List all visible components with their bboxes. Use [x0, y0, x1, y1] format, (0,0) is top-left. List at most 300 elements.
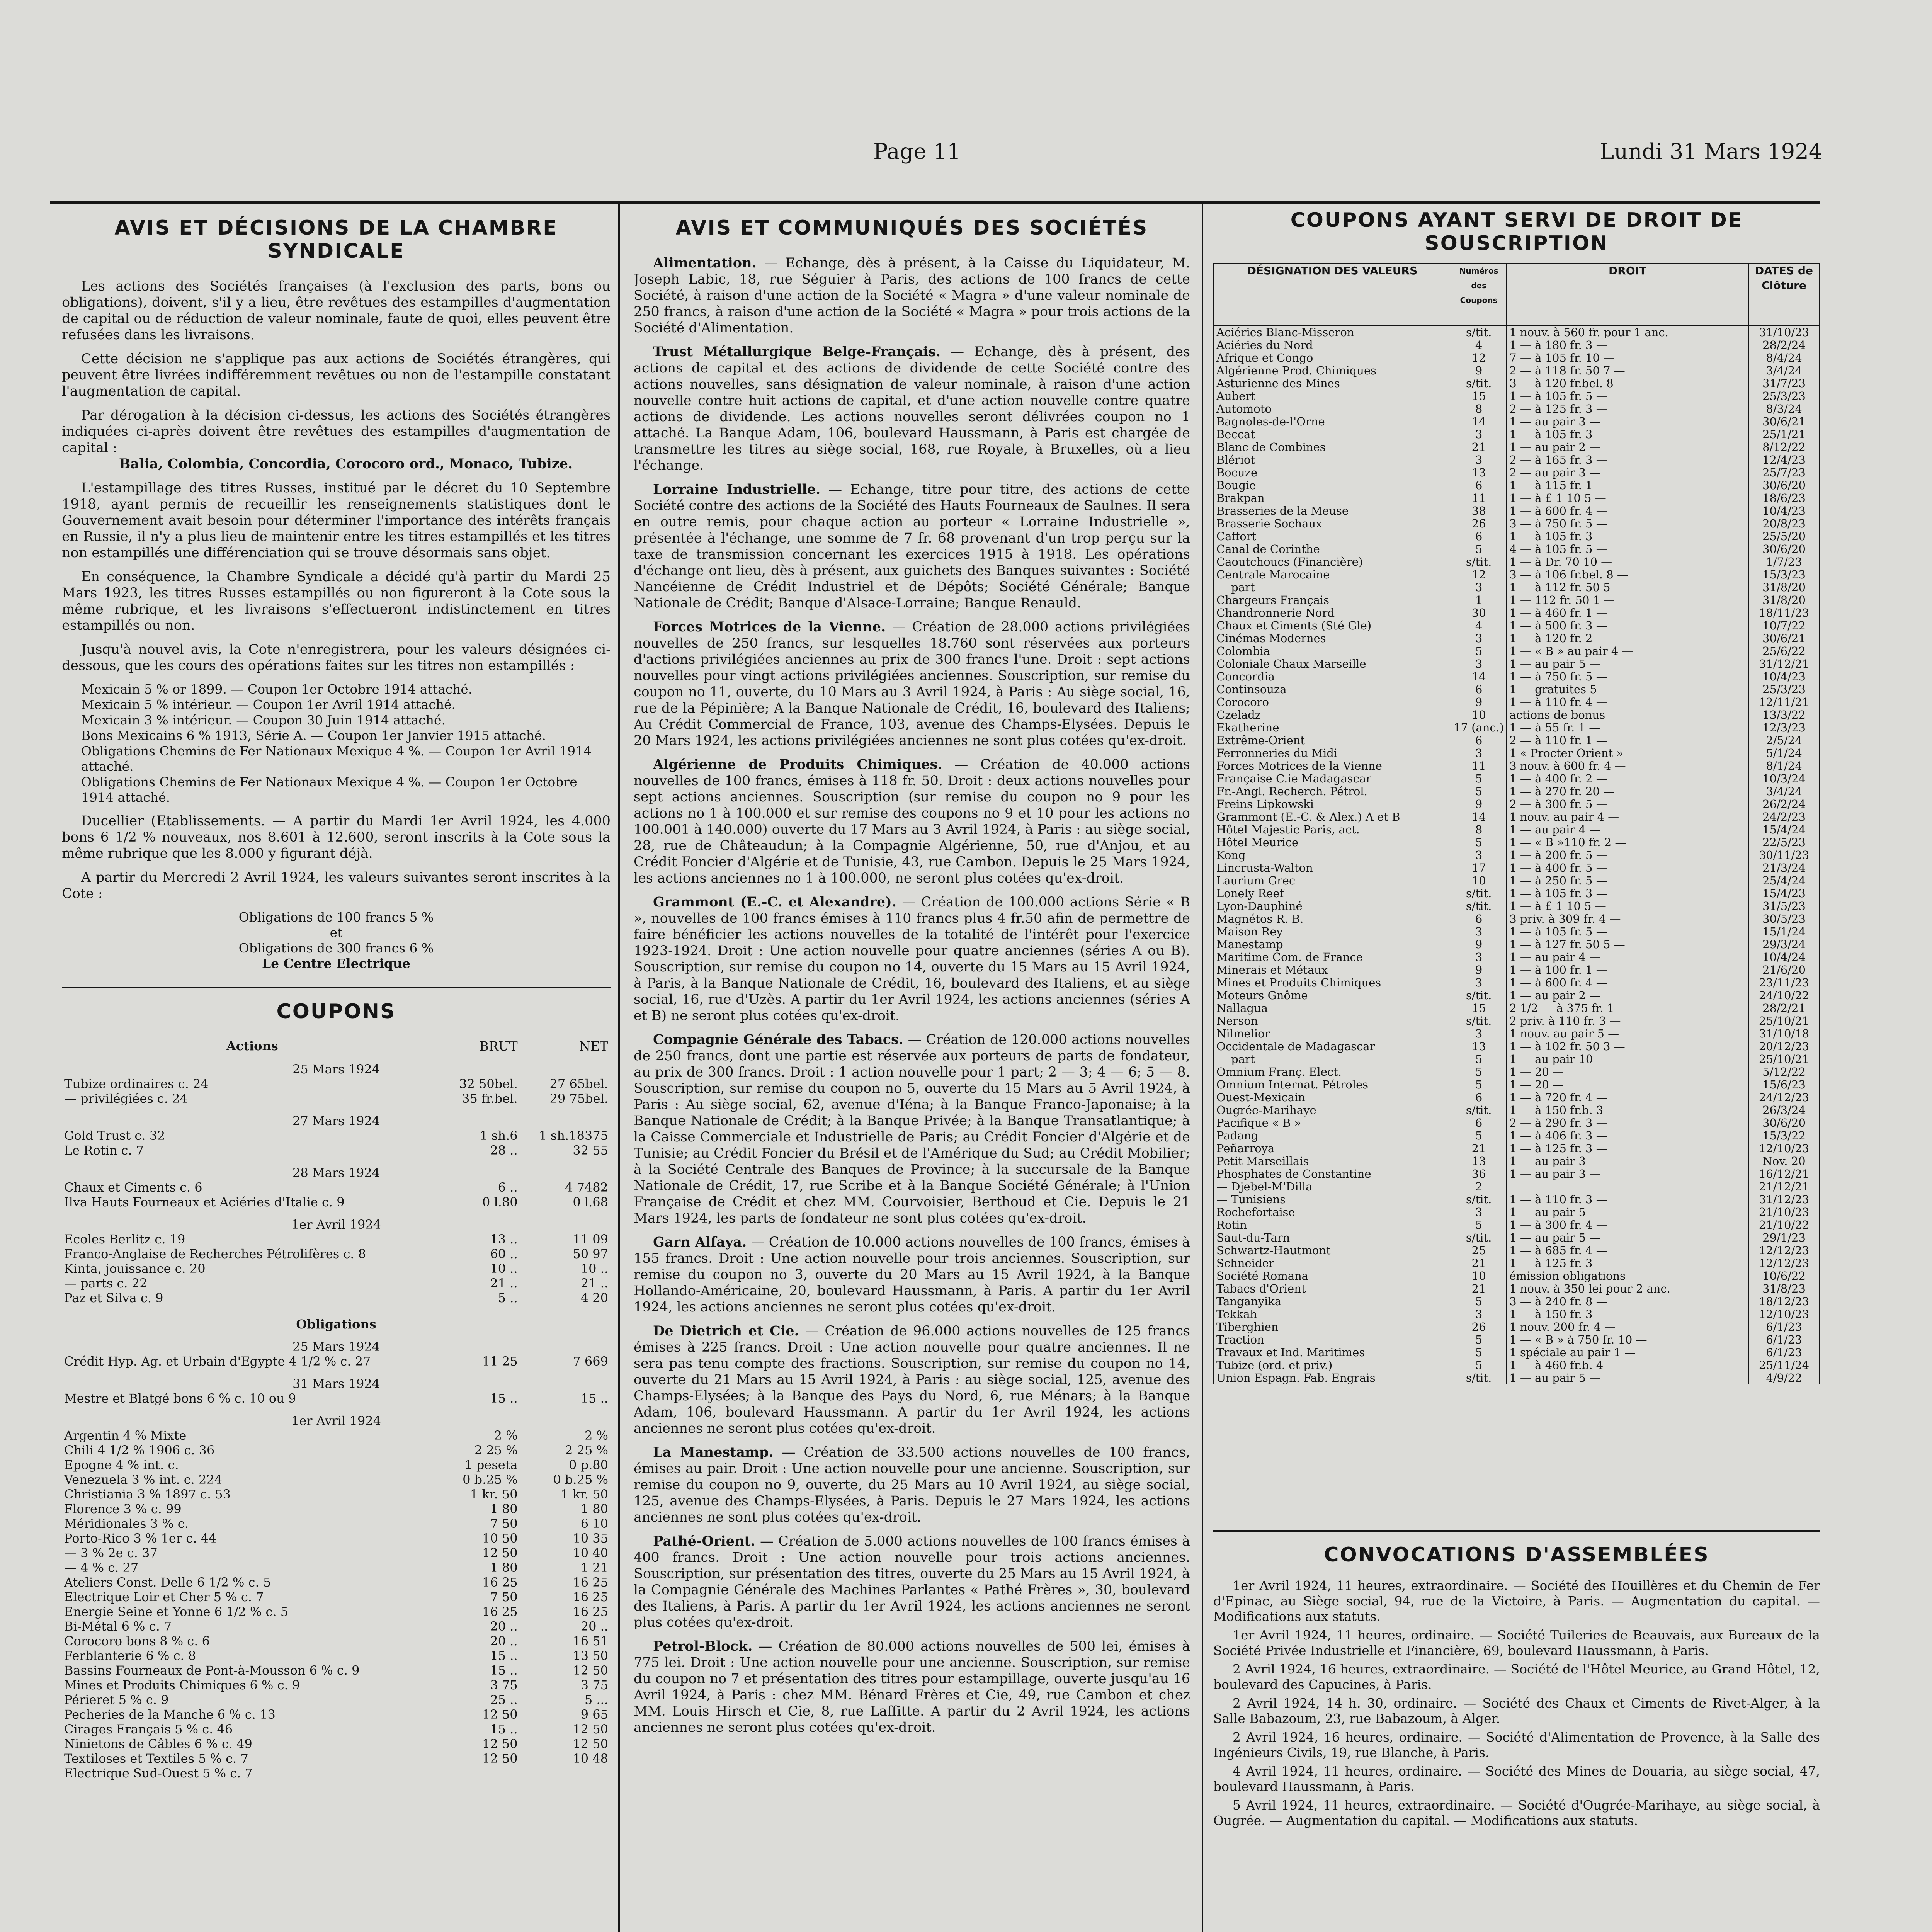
table-cell: 1 — à 300 fr. 4 — — [1507, 1219, 1748, 1231]
table-cell: 1 — [1451, 594, 1507, 607]
table-cell: s/tit. — [1451, 1193, 1507, 1206]
avis-company: Compagnie Générale des Tabacs. — [653, 1032, 903, 1048]
avis-item — [634, 1234, 1190, 1315]
avis-title: AVIS ET COMMUNIQUÉS DES SOCIÉTÉS — [675, 216, 1148, 240]
table-row — [1214, 849, 1820, 862]
table-cell: 24/2/23 — [1748, 811, 1820, 823]
table-cell: 15/3/22 — [1748, 1129, 1820, 1142]
list-item: Mexicain 5 % intérieur. — Coupon 1er Avril 1914 attaché. — [81, 697, 456, 712]
table-cell: Lincrusta-Walton — [1214, 862, 1451, 874]
table-cell: Hôtel Majestic Paris, act. — [1214, 823, 1451, 836]
souscr-title: COUPONS AYANT SERVI DE DROIT DE SOUSCRIPTION — [1290, 209, 1743, 255]
table-cell: 21/10/22 — [1748, 1219, 1820, 1231]
top-rule — [50, 201, 1820, 204]
table-cell: 25 — [1451, 1244, 1507, 1257]
table-cell: 38 — [1451, 505, 1507, 517]
avis-item — [634, 757, 1190, 886]
avis-text: — Création de 33.500 actions nouvelles de 100 francs, émises au pair. Droit : Une action nouvelle pour une ancienne. Souscription, sur remise du coupon no 9, ouverte, du 25 Mars au 10 Avril 1924, au siège social, 125, avenue des Champs-Elysées, à Paris. Depuis le 27 Mars 1924, les actions anciennes ne sont plus cotées qu'ex-droit. — [634, 1445, 1190, 1525]
table-row — [1214, 1066, 1820, 1078]
table-row — [62, 1678, 611, 1692]
table-cell: 13/3/22 — [1748, 709, 1820, 721]
table-cell: Ouest-Mexicain — [1214, 1091, 1451, 1104]
table-row — [62, 1634, 611, 1648]
table-row — [1214, 1219, 1820, 1231]
table-cell: 10 — [1451, 709, 1507, 721]
table-cell: 1 — à 685 fr. 4 — — [1507, 1244, 1748, 1257]
table-cell: 13 50 — [573, 1648, 608, 1663]
table-cell: Porto-Rico 3 % 1er c. 44 — [64, 1531, 217, 1546]
table-cell: 1/7/23 — [1748, 556, 1820, 568]
table-cell: Laurium Grec — [1214, 874, 1451, 887]
table-cell: 2 — à 125 fr. 3 — — [1507, 403, 1748, 415]
table-cell: 10 .. — [580, 1261, 608, 1276]
table-cell: 10/7/22 — [1748, 619, 1820, 632]
table-row — [1214, 925, 1820, 938]
table-row — [1214, 466, 1820, 479]
table-cell: 1 — « B » à 750 fr. 10 — — [1507, 1333, 1748, 1346]
table-cell: 4/9/22 — [1748, 1372, 1820, 1384]
table-cell: 13 .. — [490, 1232, 518, 1247]
table-cell: 8 — [1451, 823, 1507, 836]
table-cell: 10/4/24 — [1748, 951, 1820, 964]
table-cell: 15 .. — [490, 1391, 518, 1406]
chambre-syndicale-section — [62, 216, 611, 1928]
table-cell: 30/6/20 — [1748, 479, 1820, 492]
table-cell: s/tit. — [1451, 900, 1507, 913]
table-cell: Freins Lipkowski — [1214, 798, 1451, 811]
table-row — [1214, 658, 1820, 670]
table-row — [1214, 964, 1820, 976]
table-cell: 1 — à 400 fr. 5 — — [1507, 862, 1748, 874]
table-cell: actions de bonus — [1507, 709, 1748, 721]
section-divider — [1213, 1530, 1820, 1532]
table-row — [1214, 1002, 1820, 1015]
table-cell: Nerson — [1214, 1015, 1451, 1027]
table-cell: 1 — à 150 fr.b. 3 — — [1507, 1104, 1748, 1117]
chambre-title: AVIS ET DÉCISIONS DE LA CHAMBRE SYNDICALE — [114, 216, 558, 263]
table-cell: 12 50 — [573, 1736, 608, 1751]
table-cell: 1 sh.18375 — [539, 1128, 608, 1143]
table-cell: Ilva Hauts Fourneaux et Aciéries d'Italie c. 9 — [64, 1195, 345, 1209]
list-item: Mexicain 5 % or 1899. — Coupon 1er Octobre 1914 attaché. — [81, 682, 473, 697]
table-cell: 4 — [1451, 339, 1507, 352]
table-row — [1214, 568, 1820, 581]
table-cell: Magnétos R. B. — [1214, 913, 1451, 925]
avis-company: Petrol-Block. — [653, 1638, 753, 1654]
table-row — [1214, 1129, 1820, 1142]
table-cell: 2 % — [494, 1428, 518, 1443]
table-cell: 2 — [1451, 1180, 1507, 1193]
table-row — [62, 1722, 611, 1736]
table-cell: 24/10/22 — [1748, 989, 1820, 1002]
table-cell: s/tit. — [1451, 1231, 1507, 1244]
convocations-list — [1213, 1578, 1820, 1828]
avis-item — [634, 1032, 1190, 1226]
table-cell: Chaux et Ciments c. 6 — [64, 1180, 202, 1195]
table-cell: 26/3/24 — [1748, 1104, 1820, 1117]
table-cell: Peñarroya — [1214, 1142, 1451, 1155]
table-cell: Union Espagn. Fab. Engrais — [1214, 1372, 1451, 1384]
date-row — [62, 1369, 611, 1391]
table-cell: 1 — à 110 fr. 4 — — [1507, 696, 1748, 709]
table-cell: s/tit. — [1451, 556, 1507, 568]
table-row — [62, 1391, 611, 1406]
table-cell: 6 .. — [498, 1180, 518, 1195]
table-cell: Ateliers Const. Delle 6 1/2 % c. 5 — [64, 1575, 271, 1590]
table-cell: Chargeurs Français — [1214, 594, 1451, 607]
table-row — [1214, 772, 1820, 785]
list-item: Obligations Chemins de Fer Nationaux Mexique 4 %. — Coupon 1er Octobre 1914 attaché. — [81, 774, 577, 805]
table-cell: Grammont (E.-C. & Alex.) A et B — [1214, 811, 1451, 823]
table-cell: 11 — [1451, 760, 1507, 772]
table-cell: Saut-du-Tarn — [1214, 1231, 1451, 1244]
table-row — [1214, 1206, 1820, 1219]
list-item: Obligations de 300 francs 6 % — [238, 940, 434, 956]
table-row — [62, 1247, 611, 1261]
table-cell: 31/8/20 — [1748, 594, 1820, 607]
table-cell: 1 — gratuites 5 — — [1507, 683, 1748, 696]
table-cell: 5 — [1451, 543, 1507, 556]
table-cell: Lonely Reef — [1214, 887, 1451, 900]
table-row — [1214, 1270, 1820, 1282]
avis-text: — Création de 5.000 actions nouvelles de 100 francs émises à 400 francs. Droit : Une action nouvelle pour trois actions anciennes. Souscription, sur présentation des titres, ouverte du 25 Mars au 15 Avril 1924, à la Compagnie Générale des Machines Parlantes « Pathé Frères », 30, boulevard des Italiens, à Paris. A partir du 1er Avril 1924, les actions anciennes ne seront plus cotées qu'ex-droit. — [634, 1534, 1190, 1630]
table-cell: — part — [1214, 581, 1451, 594]
table-cell: 15 — [1451, 1002, 1507, 1015]
table-cell: émission obligations — [1507, 1270, 1748, 1282]
table-row — [1214, 594, 1820, 607]
table-cell: 1 — à 125 fr. 3 — — [1507, 1257, 1748, 1270]
table-cell: Bougie — [1214, 479, 1451, 492]
table-cell: 3 — [1451, 632, 1507, 645]
table-cell: Continsouza — [1214, 683, 1451, 696]
table-cell: Société Romana — [1214, 1270, 1451, 1282]
table-cell: 2 25 % — [565, 1443, 608, 1458]
table-row — [1214, 556, 1820, 568]
table-cell: Occidentale de Madagascar — [1214, 1040, 1451, 1053]
table-row — [1214, 1333, 1820, 1346]
table-cell: Fr.-Angl. Recherch. Pétrol. — [1214, 785, 1451, 798]
souscr-header-designation: DÉSIGNATION DES VALEURS — [1214, 263, 1451, 326]
table-cell: 6 — [1451, 479, 1507, 492]
table-row — [62, 1736, 611, 1751]
list-item: Obligations Chemins de Fer Nationaux Mexique 4 %. — Coupon 1er Avril 1914 attaché. — [81, 743, 592, 774]
table-cell: 1 21 — [580, 1560, 608, 1575]
table-cell: 12 50 — [573, 1722, 608, 1736]
table-cell: 1 — à 180 fr. 3 — — [1507, 339, 1748, 352]
table-cell: 1 — au pair 3 — — [1507, 1168, 1748, 1180]
table-cell — [443, 1766, 520, 1781]
table-cell: 15 .. — [490, 1663, 518, 1678]
table-cell: Afrique et Congo — [1214, 352, 1451, 364]
avis-item — [634, 1323, 1190, 1437]
table-row — [1214, 1231, 1820, 1244]
table-cell: Petit Marseillais — [1214, 1155, 1451, 1168]
table-row — [1214, 1282, 1820, 1295]
table-cell: 16 25 — [573, 1604, 608, 1619]
table-cell: 15/4/24 — [1748, 823, 1820, 836]
table-row — [1214, 1091, 1820, 1104]
table-cell: 32 50bel. — [459, 1077, 518, 1091]
table-cell: 15 .. — [580, 1391, 608, 1406]
table-cell: 1 kr. 50 — [561, 1487, 608, 1502]
obligations-heading: Obligations — [296, 1317, 376, 1332]
table-cell: Chili 4 1/2 % 1906 c. 36 — [64, 1443, 215, 1458]
table-row — [62, 1619, 611, 1634]
table-cell: 4 7482 — [565, 1180, 608, 1195]
table-cell: Hôtel Meurice — [1214, 836, 1451, 849]
chambre-paragraph: En conséquence, la Chambre Syndicale a décidé qu'à partir du Mardi 25 Mars 1923, les titres Russes estampillés ou non figureront à la Cote sous la même rubrique, et les livraisons s'effectueront indistinctement en titres estampillés ou non. — [62, 569, 611, 633]
table-row — [62, 1428, 611, 1443]
table-row — [1214, 785, 1820, 798]
avis-item — [634, 255, 1190, 336]
table-cell: 21 .. — [490, 1276, 518, 1291]
table-cell: 3 — [1451, 428, 1507, 441]
table-row — [1214, 364, 1820, 377]
table-cell: s/tit. — [1451, 1015, 1507, 1027]
table-cell: 0 l.68 — [573, 1195, 608, 1209]
table-row — [1214, 1295, 1820, 1308]
table-cell: Christiania 3 % 1897 c. 53 — [64, 1487, 231, 1502]
table-cell: Schneider — [1214, 1257, 1451, 1270]
table-cell: — part — [1214, 1053, 1451, 1066]
table-row — [1214, 619, 1820, 632]
table-cell: Mines et Produits Chimiques 6 % c. 9 — [64, 1678, 300, 1692]
table-cell: s/tit. — [1451, 326, 1507, 339]
table-cell: 3/4/24 — [1748, 364, 1820, 377]
table-cell: 1 — au pair 4 — — [1507, 951, 1748, 964]
table-cell: 29 75bel. — [549, 1091, 608, 1106]
table-cell: 2/5/24 — [1748, 734, 1820, 747]
table-cell: 1 — 20 — — [1507, 1078, 1748, 1091]
table-cell: 1 — à 460 fr. 1 — — [1507, 607, 1748, 619]
table-cell: Maritime Com. de France — [1214, 951, 1451, 964]
table-cell: 1 nouv. au pair 4 — — [1507, 811, 1748, 823]
table-cell: 1 — au pair 2 — — [1507, 441, 1748, 454]
table-row — [62, 1458, 611, 1472]
table-cell: 21/3/24 — [1748, 862, 1820, 874]
table-cell: 5 — [1451, 1053, 1507, 1066]
table-cell: 32 55 — [573, 1143, 608, 1158]
table-cell: 35 fr.bel. — [462, 1091, 518, 1106]
table-cell: 25/3/23 — [1748, 683, 1820, 696]
table-row — [62, 1604, 611, 1619]
table-cell: 17 — [1451, 862, 1507, 874]
table-row — [1214, 1346, 1820, 1359]
table-cell: Asturienne des Mines — [1214, 377, 1451, 390]
net-header: NET — [579, 1039, 608, 1054]
table-cell: 1 80 — [580, 1502, 608, 1516]
table-cell: 50 97 — [573, 1247, 608, 1261]
table-row — [1214, 428, 1820, 441]
date-heading: 1er Avril 1924 — [291, 1217, 381, 1232]
table-cell: 3 — [1451, 1308, 1507, 1321]
table-cell: 27 65bel. — [549, 1077, 608, 1091]
table-row — [1214, 390, 1820, 403]
table-cell: Brasserie Sochaux — [1214, 517, 1451, 530]
avis-item — [634, 1638, 1190, 1736]
table-cell: 1 nouv. au pair 5 — — [1507, 1027, 1748, 1040]
table-row — [1214, 632, 1820, 645]
table-cell: 16 25 — [482, 1575, 518, 1590]
table-cell: Padang — [1214, 1129, 1451, 1142]
table-row — [1214, 326, 1820, 339]
table-cell: 21/12/21 — [1748, 1180, 1820, 1193]
table-cell: 30/5/23 — [1748, 913, 1820, 925]
table-cell: 1 nouv. à 560 fr. pour 1 anc. — [1507, 326, 1748, 339]
table-cell: Nilmelior — [1214, 1027, 1451, 1040]
table-cell: Electrique Sud-Ouest 5 % c. 7 — [64, 1766, 253, 1781]
chambre-paragraph: Cette décision ne s'applique pas aux actions de Sociétés étrangères, qui peuvent être livrées indifféremment revêtues ou non de l'estampille constatant l'augmentation de capital. — [62, 351, 611, 399]
table-row — [1214, 505, 1820, 517]
table-cell: 2 25 % — [474, 1443, 518, 1458]
table-cell: 3 — [1451, 925, 1507, 938]
avis-text: — Création de 100.000 actions Série « B », nouvelles de 100 francs émises à 110 francs plus 4 fr.50 afin de permettre de faire bénéficier les actions nouvelles de la totalité de l'intérêt pour l'exercice 1923-1924. Droit : Une action nouvelle pour quatre anciennes (séries A ou B). Souscription, sur remise du coupon no 14, ouverte du 15 Mars au 15 Avril 1924, à Paris, à la Banque Nationale de Crédit, 16, boulevard des Italiens, et au siège social, 16, rue d'Uzès. A partir du 1er Avril 1924, les actions anciennes (séries A et B) ne seront plus cotées qu'ex-droit. — [634, 895, 1190, 1024]
table-cell: 1 — à 100 fr. 1 — — [1507, 964, 1748, 976]
coupons-actions-heading: Actions — [226, 1039, 278, 1053]
avis-company: La Manestamp. — [653, 1444, 774, 1460]
table-cell: 25/3/23 — [1748, 390, 1820, 403]
table-cell: 1 — au pair 4 — — [1507, 823, 1748, 836]
table-cell: 30/6/20 — [1748, 543, 1820, 556]
avis-company: Garn Alfaya. — [653, 1234, 747, 1250]
avis-item — [634, 1533, 1190, 1631]
table-cell: Beccat — [1214, 428, 1451, 441]
table-cell: 12/3/23 — [1748, 721, 1820, 734]
table-cell: 10/3/24 — [1748, 772, 1820, 785]
table-cell: Argentin 4 % Mixte — [64, 1428, 187, 1443]
table-cell: Florence 3 % c. 99 — [64, 1502, 182, 1516]
date-heading: 27 Mars 1924 — [292, 1114, 380, 1128]
table-cell: 31/10/23 — [1748, 326, 1820, 339]
avis-item — [634, 481, 1190, 611]
table-row — [62, 1443, 611, 1458]
table-cell: Maison Rey — [1214, 925, 1451, 938]
table-cell: 12/12/23 — [1748, 1244, 1820, 1257]
table-cell: 10 — [1451, 874, 1507, 887]
table-cell: 13 — [1451, 1040, 1507, 1053]
avis-company: Pathé-Orient. — [653, 1533, 755, 1549]
table-cell: 10 — [1451, 1270, 1507, 1282]
table-row — [62, 1472, 611, 1487]
table-cell: 1 — au pair 5 — — [1507, 1206, 1748, 1219]
table-cell: 10 50 — [482, 1531, 518, 1546]
table-cell: 18/11/23 — [1748, 607, 1820, 619]
table-cell: 1 — au pair 3 — — [1507, 415, 1748, 428]
table-cell: Ninietons de Câbles 6 % c. 49 — [64, 1736, 252, 1751]
table-cell: 30/6/20 — [1748, 1117, 1820, 1129]
table-cell: 3/4/24 — [1748, 785, 1820, 798]
avis-text: — Création de 80.000 actions nouvelles de 500 lei, émises à 775 lei. Droit : Une action nouvelle pour une ancienne. Souscription, sur remise du coupon no 7 et présentation des titres pour estampillage, ouverte jusqu'au 16 Avril 1924, à Paris : chez MM. Bénard Frères et Cie, 49, rue Cambon et chez MM. Louis Hirsch et Cie, 8, rue Laffitte. A partir du 2 Avril 1924, les actions anciennes ne seront plus cotées qu'ex-droit. — [634, 1639, 1190, 1735]
table-cell: Schwartz-Hautmont — [1214, 1244, 1451, 1257]
table-row — [62, 1354, 611, 1369]
table-cell: Phosphates de Constantine — [1214, 1168, 1451, 1180]
table-row — [1214, 1244, 1820, 1257]
table-cell: 7 669 — [573, 1354, 608, 1369]
mexicain-list — [81, 682, 611, 805]
table-cell: Caoutchoucs (Financière) — [1214, 556, 1451, 568]
table-cell: 1 — à 720 fr. 4 — — [1507, 1091, 1748, 1104]
table-cell: 5 — [1451, 1129, 1507, 1142]
table-cell: 5/1/24 — [1748, 747, 1820, 760]
table-cell: 11 09 — [573, 1232, 608, 1247]
table-cell: 0 l.80 — [482, 1195, 518, 1209]
table-cell: 3 priv. à 309 fr. 4 — — [1507, 913, 1748, 925]
table-cell: Pecheries de la Manche 6 % c. 13 — [64, 1707, 276, 1722]
table-cell: 31/8/20 — [1748, 581, 1820, 594]
table-cell: 8/3/24 — [1748, 403, 1820, 415]
table-cell: 15/1/24 — [1748, 925, 1820, 938]
table-cell: Algérienne Prod. Chimiques — [1214, 364, 1451, 377]
table-cell: 1 nouv. 200 fr. 4 — — [1507, 1321, 1748, 1333]
table-cell: 1 — à 105 fr. 5 — — [1507, 390, 1748, 403]
page-number: Page 11 — [873, 139, 961, 164]
table-cell: 6/1/23 — [1748, 1321, 1820, 1333]
table-cell: 1 nouv. à 350 lei pour 2 anc. — [1507, 1282, 1748, 1295]
avis-company: Forces Motrices de la Vienne. — [653, 619, 886, 635]
table-row — [1214, 709, 1820, 721]
table-cell: — Tunisiens — [1214, 1193, 1451, 1206]
date-row — [62, 1209, 611, 1232]
list-item: Bons Mexicains 6 % 1913, Série A. — Coupon 1er Janvier 1915 attaché. — [81, 728, 546, 743]
table-row — [1214, 696, 1820, 709]
column-rule-1 — [618, 201, 620, 1932]
table-cell: Cirages Français 5 % c. 46 — [64, 1722, 233, 1736]
table-cell: 2 % — [585, 1428, 608, 1443]
page-date: Lundi 31 Mars 1924 — [1600, 139, 1823, 164]
date-heading: 28 Mars 1924 — [292, 1165, 380, 1180]
table-row — [1214, 403, 1820, 415]
convocation-item: 2 Avril 1924, 16 heures, ordinaire. — Société d'Alimentation de Provence, à la Salle des Ingénieurs Civils, 19, rue Blanche, à Paris. — [1213, 1730, 1820, 1760]
table-row — [1214, 1359, 1820, 1372]
table-cell: 10/4/23 — [1748, 670, 1820, 683]
table-row — [1214, 1372, 1820, 1384]
table-cell: 20 .. — [490, 1634, 518, 1648]
table-cell: 12 50 — [573, 1663, 608, 1678]
avis-company: Alimentation. — [653, 255, 757, 271]
table-cell: 12 50 — [482, 1546, 518, 1560]
table-row — [62, 1751, 611, 1766]
table-row — [62, 1180, 611, 1195]
table-cell: 3 — [1451, 951, 1507, 964]
table-cell: 20/12/23 — [1748, 1040, 1820, 1053]
table-cell: 2 — au pair 3 — — [1507, 466, 1748, 479]
table-cell: 9 — [1451, 696, 1507, 709]
table-cell: 20 .. — [490, 1619, 518, 1634]
table-cell: Bi-Métal 6 % c. 7 — [64, 1619, 172, 1634]
table-cell — [1507, 1180, 1748, 1193]
table-cell: 21 .. — [580, 1276, 608, 1291]
table-cell: 25/10/21 — [1748, 1015, 1820, 1027]
table-row — [62, 1663, 611, 1678]
table-cell: 1 — à 115 fr. 1 — — [1507, 479, 1748, 492]
avis-company: Algérienne de Produits Chimiques. — [653, 757, 942, 772]
table-cell: 2 — à 118 fr. 50 7 — — [1507, 364, 1748, 377]
table-cell: Ecoles Berlitz c. 19 — [64, 1232, 185, 1247]
table-cell: 15 — [1451, 390, 1507, 403]
table-cell: Rotin — [1214, 1219, 1451, 1231]
table-cell: 1 — à 270 fr. 20 — — [1507, 785, 1748, 798]
table-cell: 6 — [1451, 683, 1507, 696]
table-cell: s/tit. — [1451, 887, 1507, 900]
table-cell: 7 50 — [490, 1516, 518, 1531]
table-cell: 15/4/23 — [1748, 887, 1820, 900]
table-cell: 15/3/23 — [1748, 568, 1820, 581]
table-cell: 1 — à 600 fr. 4 — — [1507, 976, 1748, 989]
table-row — [1214, 862, 1820, 874]
table-row — [1214, 1180, 1820, 1193]
table-cell: Corocoro — [1214, 696, 1451, 709]
table-cell: 3 nouv. à 600 fr. 4 — — [1507, 760, 1748, 772]
